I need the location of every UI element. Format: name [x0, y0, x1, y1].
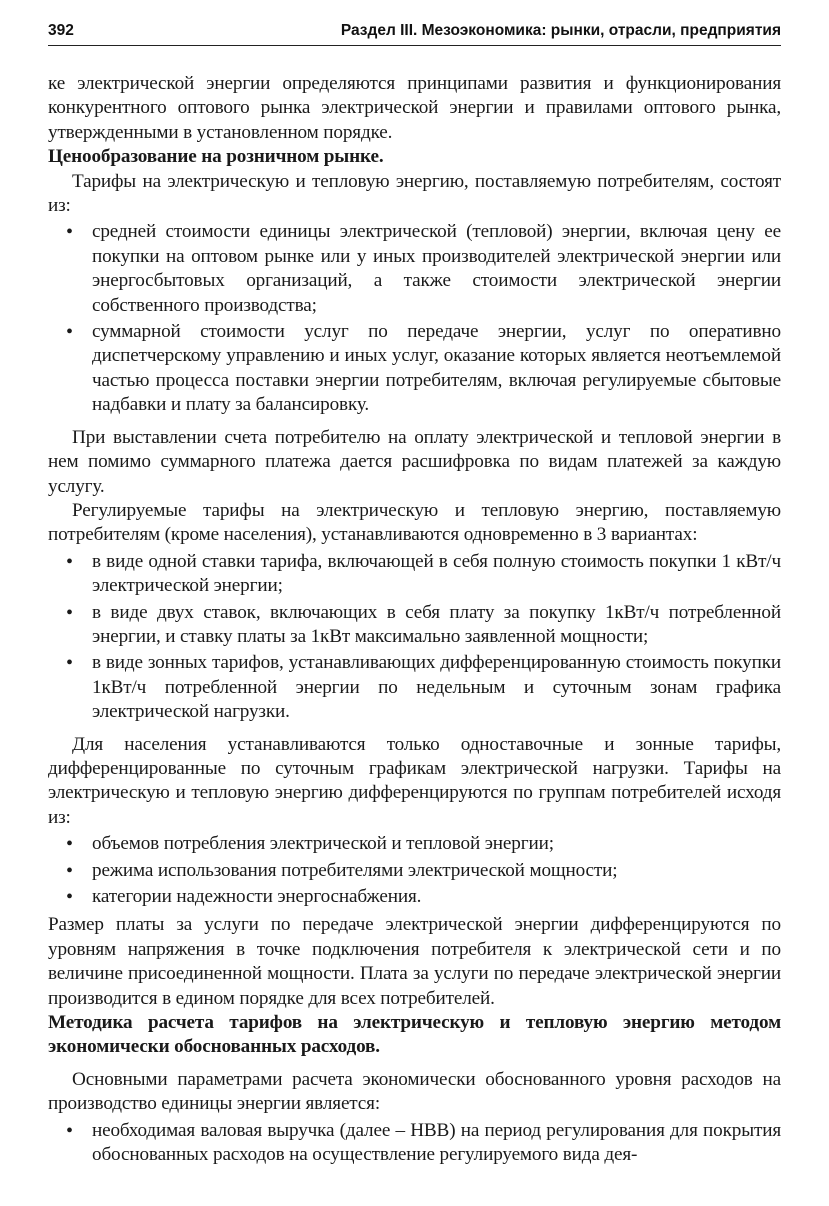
paragraph: Для населения устанавливаются только одноставочные и зонные тарифы, дифференцированные по суточным графикам электрической нагрузки. Тарифы на электрическую и тепловую энергию дифференцируются по группам потребителей исходя из:	[48, 733, 781, 828]
bullet-list	[48, 1119, 781, 1168]
header-rule	[48, 45, 781, 46]
paragraph: Основными параметрами расчета экономически обоснованного уровня расходов на производство единицы энергии является:	[48, 1068, 781, 1115]
list-item: • в виде одной ставки тарифа, включающей в себя полную стоимость покупки 1 кВт/ч электрической энергии;	[48, 550, 781, 599]
bullet-list	[48, 220, 781, 417]
list-item: • необходимая валовая выручка (далее – НВВ) на период регулирования для покрытия обоснованных расходов на осуществление регулируемого вида дея-	[48, 1119, 781, 1168]
paragraph: Тарифы на электрическую и тепловую энергию, поставляемую потребителям, состоят из:	[48, 170, 781, 217]
paragraph: При выставлении счета потребителю на оплату электрической и тепловой энергии в нем помимо суммарного платежа дается расшифровка по видам платежей за каждую услугу.	[48, 426, 781, 497]
list-item: • суммарной стоимости услуг по передаче энергии, услуг по оперативно диспетчерскому управлению и иных услуг, оказание которых является неотъемлемой частью процесса поставки энергии потребителям, включая регулируемые сбытовые надбавки и плату за балансировку.	[48, 320, 781, 418]
paragraph: ке электрической энергии определяются принципами развития и функционирования конкурентного оптового рынка электрической энергии и правилами оптового рынка, утвержденными в установленном порядке.	[48, 73, 781, 143]
paragraph: Размер платы за услуги по передаче электрической энергии дифференцируются по уровням напряжения в точке подключения потребителя к электрической сети и по величине присоединенной мощности. Плата за услуги по передаче электрической энергии производится в едином порядке для всех потребителей.	[48, 914, 781, 1009]
page-number: 392	[48, 22, 74, 39]
list-item: • в виде двух ставок, включающих в себя плату за покупку 1кВт/ч потребленной энергии, и ставку платы за 1кВт максимально заявленной мощности;	[48, 601, 781, 650]
list-item: • в виде зонных тарифов, устанавливающих дифференцированную стоимость покупки 1кВт/ч потребленной энергии по недельным и суточным зонам графика электрической нагрузки.	[48, 651, 781, 724]
list-item: • объемов потребления электрической и тепловой энергии;	[48, 832, 781, 856]
bullet-list	[48, 832, 781, 909]
section-heading: Ценообразование на розничном рынке.	[48, 146, 384, 168]
page-body	[48, 72, 781, 1171]
section-heading: Методика расчета тарифов на электрическую и тепловую энергию методом экономически обоснованных расходов.	[48, 1012, 781, 1058]
list-item: • средней стоимости единицы электрической (тепловой) энергии, включая цену ее покупки на оптовом рынке или у иных производителей электрической энергии или энергосбытовых организаций, а также стоимости электрической энергии собственного производства;	[48, 220, 781, 318]
list-item: • режима использования потребителями электрической мощности;	[48, 859, 781, 883]
bullet-list	[48, 550, 781, 725]
list-item: • категории надежности энергоснабжения.	[48, 885, 781, 909]
running-header	[48, 22, 781, 40]
section-title: Раздел III. Мезоэкономика: рынки, отрасли, предприятия	[340, 22, 781, 39]
paragraph: Регулируемые тарифы на электрическую и тепловую энергию, поставляемую потребителям (кроме населения), устанавливаются одновременно в 3 вариантах:	[48, 499, 781, 546]
